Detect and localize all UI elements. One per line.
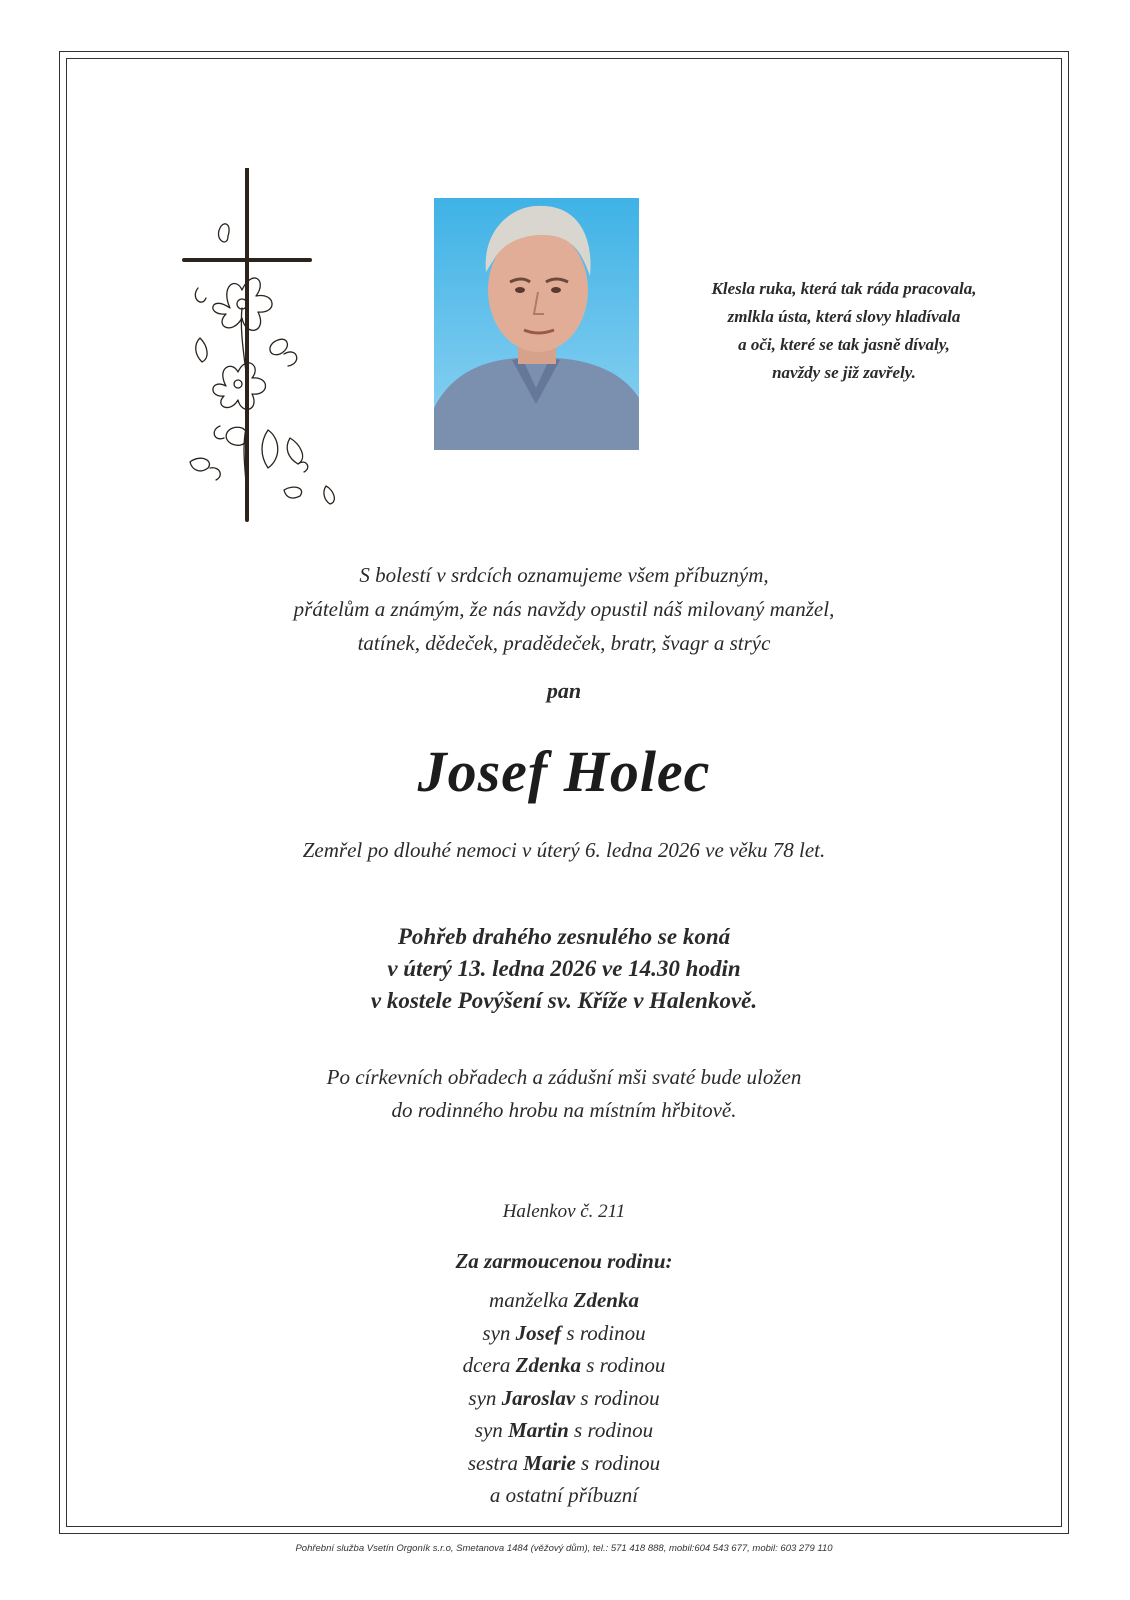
death-notice: Zemřel po dlouhé nemoci v úterý 6. ledna 2026 ve věku 78 let.: [302, 838, 826, 862]
announcement-line: tatínek, dědeček, pradědeček, bratr, švagr a strýc: [357, 631, 771, 655]
announcement-text: [66, 558, 1062, 660]
poem-line: Klesla ruka, která tak ráda pracovala,: [711, 279, 977, 298]
cross-with-flowers-icon: [180, 168, 360, 538]
burial-info: [66, 1061, 1062, 1127]
family-heading: Za zarmoucenou rodinu:: [455, 1249, 673, 1273]
funeral-service-footer: Pohřební služba Vsetín Orgoník s.r.o, Smetanova 1484 (věžový dům), tel.: 571 418 888, mobil:604 543 677, mobil: 603 279 110: [295, 1543, 833, 1554]
family-member: syn Jaroslav s rodinou: [468, 1385, 660, 1410]
announcement-line: přátelům a známým, že nás navždy opustil náš milovaný manžel,: [293, 597, 835, 621]
memorial-poem: [664, 275, 1024, 387]
burial-line: Po církevních obřadech a zádušní mši svaté bude uložen: [326, 1065, 802, 1089]
funeral-details: [66, 921, 1062, 1017]
poem-line: zmlkla ústa, která slovy hladívala: [727, 307, 961, 326]
funeral-line: Pohřeb drahého zesnulého se koná: [397, 924, 731, 949]
funeral-line: v kostele Povýšení sv. Kříže v Halenkově.: [370, 988, 758, 1013]
family-member: sestra Marie s rodinou: [467, 1450, 661, 1475]
address: Halenkov č. 211: [502, 1201, 626, 1222]
family-member: dcera Zdenka s rodinou: [462, 1353, 666, 1377]
poem-line: navždy se již zavřely.: [772, 363, 916, 382]
burial-line: do rodinného hrobu na místním hřbitově.: [391, 1098, 737, 1122]
announcement-line: S bolestí v srdcích oznamujeme všem příbuzným,: [359, 563, 769, 587]
family-closing: a ostatní příbuzní: [489, 1483, 639, 1507]
family-member: syn Martin s rodinou: [474, 1418, 654, 1442]
family-member: syn Josef s rodinou: [482, 1320, 646, 1345]
funeral-line: v úterý 13. ledna 2026 ve 14.30 hodin: [387, 956, 741, 981]
portrait-photo: [434, 198, 639, 450]
family-member: manželka Zdenka: [489, 1288, 639, 1312]
honorific: pan: [546, 678, 582, 703]
poem-line: a oči, které se tak jasně dívaly,: [738, 335, 950, 354]
deceased-name: Josef Holec: [417, 739, 711, 804]
family-list: [66, 1284, 1062, 1512]
